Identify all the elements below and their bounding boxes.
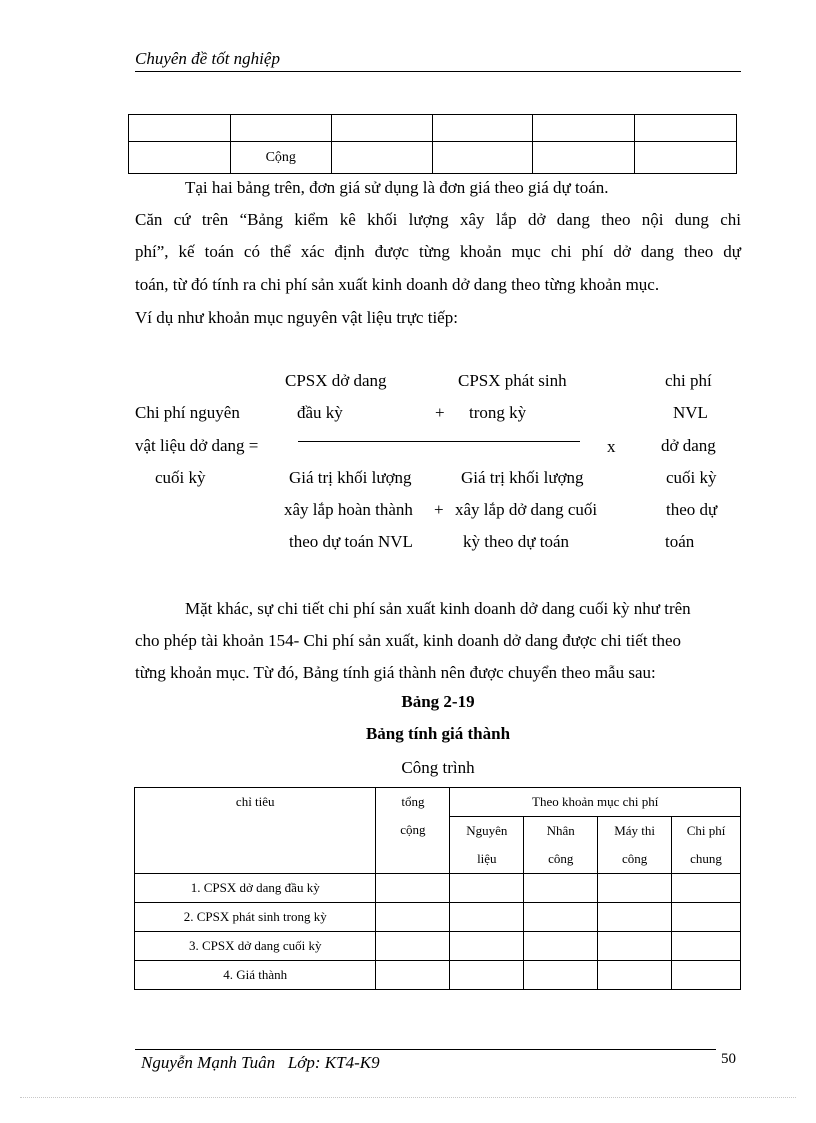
- table-row: [135, 932, 741, 961]
- header-tong-cong: [376, 788, 450, 874]
- table-cell: [598, 874, 672, 903]
- table-cell: [524, 874, 598, 903]
- header-group: Theo khoản mục chi phí: [450, 788, 741, 817]
- paragraph-line: Mặt khác, sự chi tiết chi phí sản xuất kinh doanh dở dang cuối kỳ như trên: [185, 599, 691, 618]
- table-cell: [129, 142, 231, 174]
- table-cell: [450, 961, 524, 990]
- table-cell: [524, 903, 598, 932]
- table-row: [129, 115, 737, 142]
- paragraph-line: Căn cứ trên “Bảng kiểm kê khối lượng xây lắp dở dang theo nội dung chi: [135, 210, 741, 229]
- subheader-line: công: [621, 851, 648, 866]
- table-cell: [376, 961, 450, 990]
- table-subtitle: Công trình: [401, 758, 475, 777]
- paragraph-line: cho phép tài khoản 154- Chi phí sản xuất, kinh doanh dở dang được chi tiết theo: [135, 631, 682, 650]
- table-cell: [230, 115, 331, 142]
- paragraph-line: Tại hai bảng trên, đơn giá sử dụng là đơn giá theo giá dự toán.: [185, 178, 609, 197]
- denominator-term-a: Giá trị khối lượng: [289, 468, 412, 487]
- table-cell: [376, 932, 450, 961]
- table-cell: [598, 932, 672, 961]
- table-cell: [432, 115, 533, 142]
- subheader-may-thi-cong: [598, 817, 672, 874]
- denominator-plus: +: [434, 500, 444, 519]
- table-title: Bảng tính giá thành: [365, 724, 511, 743]
- fraction-line: [298, 441, 580, 442]
- total-label-cell: Cộng: [230, 142, 331, 174]
- table-row: [135, 903, 741, 932]
- formula-rhs-line: dở dang: [661, 436, 716, 455]
- numerator-plus: +: [435, 403, 445, 422]
- paragraph-line: Ví dụ như khoản mục nguyên vật liệu trực tiếp:: [135, 308, 458, 327]
- denominator-term-b: xây lắp dở dang cuối: [455, 500, 598, 519]
- table-cell: [450, 932, 524, 961]
- denominator-term-b: kỳ theo dự toán: [463, 532, 570, 551]
- subheader-nguyen-lieu: [450, 817, 524, 874]
- denominator-term-b: Giá trị khối lượng: [461, 468, 584, 487]
- cost-table: [134, 787, 741, 990]
- table-cell: [450, 874, 524, 903]
- table-cell: [524, 961, 598, 990]
- table-header-row: [135, 788, 741, 817]
- row-label: 2. CPSX phát sinh trong kỳ: [135, 903, 376, 932]
- row-label: 1. CPSX dở dang đầu kỳ: [135, 874, 376, 903]
- subheader-line: chung: [690, 851, 722, 866]
- subheader-nhan-cong: [524, 817, 598, 874]
- header-rule: [135, 71, 741, 72]
- table-cell: [598, 903, 672, 932]
- row-label: 3. CPSX dở dang cuối kỳ: [135, 932, 376, 961]
- table-cell: [533, 115, 635, 142]
- multiply-sign: x: [607, 437, 616, 456]
- top-table: [128, 114, 737, 174]
- table-row: [135, 961, 741, 990]
- table-cell: [376, 874, 450, 903]
- denominator-term-a: theo dự toán NVL: [289, 532, 413, 551]
- header-tong-label: tổng: [401, 794, 425, 809]
- formula-rhs-line: cuối kỳ: [666, 468, 717, 487]
- header-chi-tieu-label: chỉ tiêu: [235, 794, 275, 809]
- numerator-term-a: đầu kỳ: [297, 403, 343, 422]
- footer-rule: [135, 1049, 716, 1050]
- header-chi-tieu: [135, 788, 376, 874]
- table-cell: [129, 115, 231, 142]
- table-row: [135, 874, 741, 903]
- formula-rhs-line: toán: [665, 532, 695, 551]
- table-cell: [672, 961, 741, 990]
- formula-rhs-line: NVL: [673, 403, 708, 422]
- table-cell: [672, 874, 741, 903]
- table-cell: [376, 903, 450, 932]
- paragraph-line: toán, từ đó tính ra chi phí sản xuất kinh doanh dở dang theo từng khoản mục.: [135, 275, 660, 294]
- numerator-term-b: trong kỳ: [469, 403, 527, 422]
- footer-author: Nguyễn Mạnh Tuân Lớp: KT4-K9: [141, 1053, 380, 1072]
- table-number: Bảng 2-19: [401, 692, 475, 711]
- table-cell: [533, 142, 635, 174]
- formula-lhs-line: cuối kỳ: [155, 468, 206, 487]
- subheader-line: liệu: [477, 851, 497, 866]
- table-cell: [432, 142, 533, 174]
- page-header-title: Chuyên đề tốt nghiệp: [135, 49, 280, 68]
- table-cell: [524, 932, 598, 961]
- table-cell: [331, 142, 432, 174]
- subheader-line: Máy thi: [614, 823, 656, 838]
- subheader-chi-phi-chung: [672, 817, 741, 874]
- row-label: 4. Giá thành: [135, 961, 376, 990]
- table-cell: [598, 961, 672, 990]
- table-row: [129, 142, 737, 174]
- table-cell: [672, 932, 741, 961]
- formula-rhs-line: theo dự: [666, 500, 718, 519]
- table-cell: [635, 115, 737, 142]
- subheader-line: Nguyên: [466, 823, 508, 838]
- denominator-term-a: xây lắp hoàn thành: [284, 500, 413, 519]
- table-cell: [635, 142, 737, 174]
- subheader-line: Nhân: [546, 823, 575, 838]
- subheader-line: công: [548, 851, 574, 866]
- page-number: 50: [721, 1051, 736, 1067]
- numerator-term-a: CPSX dở dang: [285, 371, 387, 390]
- header-cong-label: cộng: [400, 822, 426, 837]
- paragraph-line: từng khoản mục. Từ đó, Bảng tính giá thành nên được chuyển theo mẫu sau:: [135, 663, 656, 682]
- numerator-term-b: CPSX phát sinh: [458, 371, 567, 390]
- paragraph-line: phí”, kế toán có thể xác định được từng khoản mục chi phí dở dang theo dự: [135, 242, 741, 261]
- formula-lhs-line: Chi phí nguyên: [135, 403, 240, 422]
- page-edge-rule: [20, 1097, 796, 1098]
- formula-lhs-line: vật liệu dở dang =: [135, 436, 259, 455]
- formula-rhs-line: chi phí: [665, 371, 712, 390]
- table-cell: [672, 903, 741, 932]
- subheader-line: Chi phí: [686, 823, 726, 838]
- table-cell: [450, 903, 524, 932]
- table-cell: [331, 115, 432, 142]
